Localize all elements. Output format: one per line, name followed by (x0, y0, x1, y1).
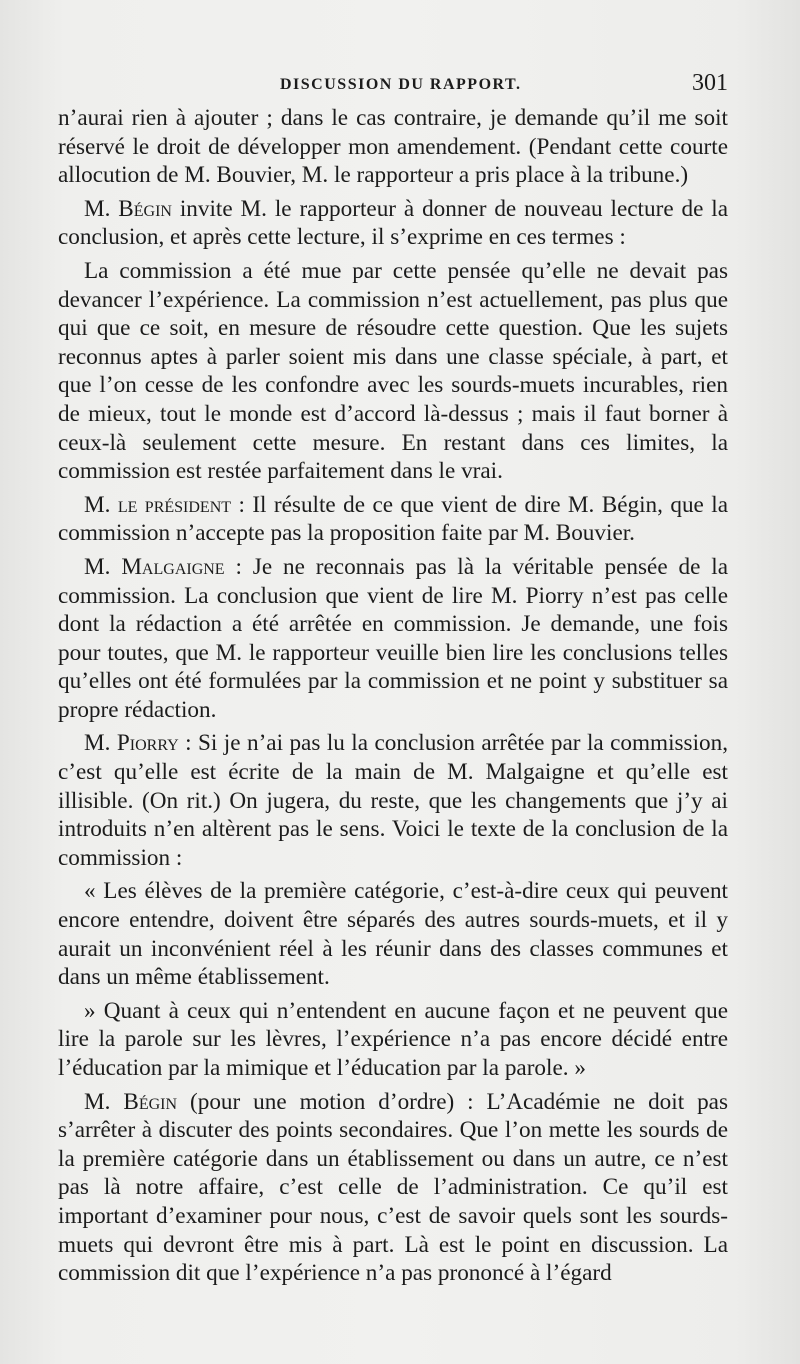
speaker-title: M. (84, 730, 117, 757)
paragraph-text: n’aurai rien à ajouter ; dans le cas contraire, je demande qu’il me soit réservé le droit de développer mon amendement. (Pendant cette courte allocution de M. Bouvier, M. le rapporteur a pris place à la tribune.) (58, 105, 728, 189)
paragraph-1 (58, 104, 728, 190)
speaker-name: Piorry (116, 730, 179, 757)
paragraph-3 (58, 257, 728, 486)
body-text (58, 104, 728, 1293)
paragraph-text: : Je ne reconnais pas là la véritable pensée de la commission. La conclusion que vient de lire M. Piorry n’est pas celle dont la rédaction a été arrêtée en commission. Je demande, une fois pour toutes, que M. le rapporteur veuille bien lire les conclusions telles qu’elles ont été formulées par la commission et ne point y substituer sa propre rédaction. (58, 553, 728, 723)
paragraph-7 (58, 877, 728, 991)
running-head: DISCUSSION DU RAPPORT. (280, 76, 522, 93)
page-number: 301 (692, 70, 728, 96)
paragraph-text: invite M. le rapporteur à donner de nouveau lecture de la conclusion, et après cette lecture, il s’exprime en ces termes : (58, 195, 728, 251)
speaker-title: M. (84, 491, 118, 518)
speaker-name: Bégin (123, 1088, 178, 1115)
speaker-name: Bégin (118, 195, 172, 222)
paragraph-2 (58, 195, 728, 252)
speaker-title: M. (84, 195, 119, 222)
speaker-title: M. (84, 1088, 124, 1115)
paragraph-8 (58, 997, 728, 1083)
paragraph-text: : Si je n’ai pas lu la conclusion arrêtée par la commission, c’est qu’elle est écrite de la main de M. Malgaigne et qu’elle est illisible. (On rit.) On jugera, du reste, que les changements que j’y ai introduits n’en altèrent pas le sens. Voici le texte de la conclusion de la commission : (58, 730, 728, 871)
paragraph-text: (pour une motion d’ordre) : L’Académie ne doit pas s’arrêter à discuter des points secondaires. Que l’on mette les sourds de la première catégorie dans un établissement ou dans un autre, ce n’est pas là notre affaire, c’est celle de l’administration. Ce qu’il est important d’examiner pour nous, c’est de savoir quels sont les sourds-muets qui devront être mis à part. Là est le point en discussion. La commission dit que l’expérience n’a pas prononcé à l’égard (58, 1088, 728, 1287)
speaker-name: Malgaigne (121, 553, 225, 580)
quoted-text: « Les élèves de la première catégorie, c’est-à-dire ceux qui peuvent encore entendre, doivent être séparés des autres sourds-muets, et il y aurait un inconvénient réel à les réunir dans des classes communes et dans un même établissement. (58, 878, 728, 991)
paragraph-text: La commission a été mue par cette pensée qu’elle ne devait pas devancer l’expérience. La commission n’est actuellement, pas plus que qui que ce soit, en mesure de résoudre cette question. Que les sujets reconnus aptes à parler soient mis dans une classe spéciale, à part, et que l’on cesse de les confondre avec les sourds-muets incurables, rien de mieux, tout le monde est d’accord là-dessus ; mais il faut borner à ceux-là seulement cette mesure. En restant dans ces limites, la commission est restée parfaitement dans le vrai. (58, 257, 728, 485)
speaker-name: le président (117, 491, 232, 518)
paragraph-text: : Il résulte de ce que vient de dire M. Bégin, que la commission n’accepte pas la proposition faite par M. Bouvier. (58, 491, 728, 547)
page-header (58, 70, 728, 100)
speaker-title: M. (84, 553, 122, 580)
paragraph-4 (58, 491, 728, 548)
quoted-text: » Quant à ceux qui n’entendent en aucune façon et ne peuvent que lire la parole sur les lèvres, l’expérience n’a pas encore décidé entre l’éducation par la mimique et l’éducation par la parole. » (58, 997, 728, 1081)
paragraph-5 (58, 553, 728, 725)
paragraph-9 (58, 1088, 728, 1288)
paragraph-6 (58, 729, 728, 872)
